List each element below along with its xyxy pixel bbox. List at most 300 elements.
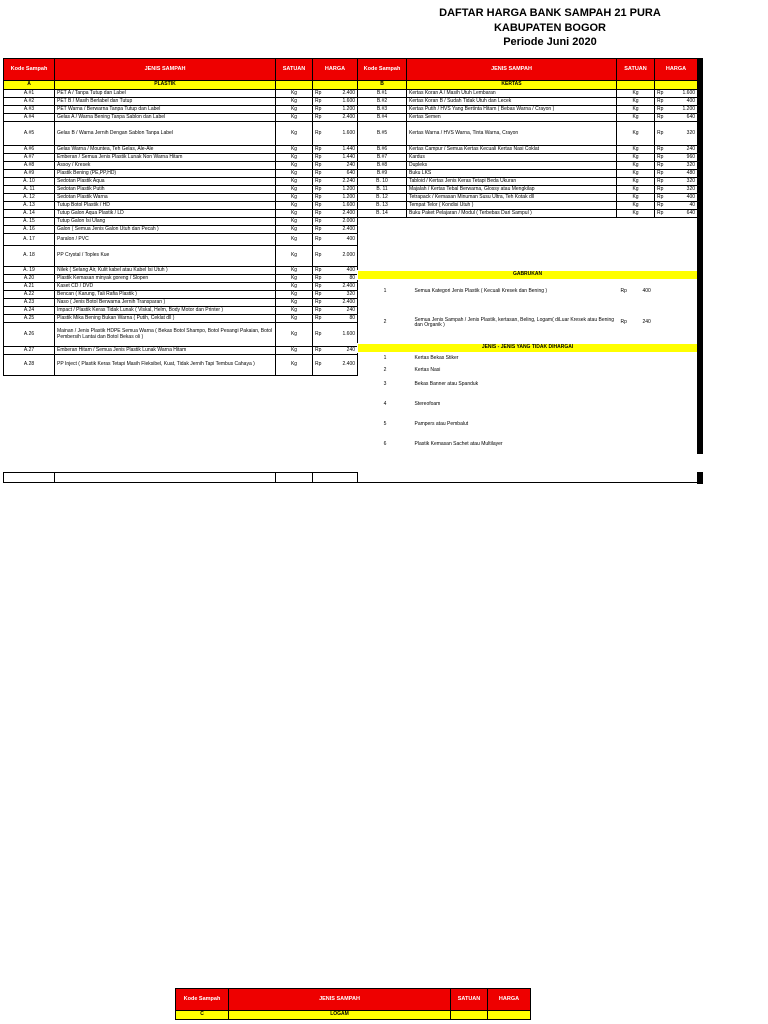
item-name: Galon ( Semua Jenis Galon Utuh dan Pecah )	[55, 226, 276, 234]
item-currency: Rp	[313, 154, 326, 162]
item-price: 2.400	[326, 210, 358, 218]
item-unit: Kg	[276, 154, 313, 162]
item-name: Buku LKS	[407, 170, 617, 178]
item-price: 2.000	[326, 218, 358, 226]
item-name: Kertas Bekas Stiker	[414, 354, 459, 361]
table-row	[358, 106, 698, 114]
table-row	[4, 283, 358, 291]
item-number: 2	[383, 319, 387, 326]
item-code: A. 15	[4, 218, 55, 226]
table-row	[358, 122, 698, 146]
table-row	[4, 323, 358, 347]
item-unit: Kg	[276, 218, 313, 226]
header-satuan: SATUAN	[276, 59, 313, 81]
gabrukan-table	[357, 270, 698, 457]
header-jenis: JENIS SAMPAH	[55, 59, 276, 81]
item-name: Buku Paket Pelajaran / Modul ( Terbebas Dari Sampul )	[407, 210, 617, 218]
logam-price-table	[175, 988, 531, 1020]
item-name: Kaset CD / DVD	[55, 283, 276, 291]
item-price: 240	[326, 347, 358, 355]
table-row	[4, 98, 358, 106]
item-code: A.28	[4, 355, 55, 376]
item-unit: Kg	[276, 307, 313, 315]
item-name: Tabloid / Kertas Jenis Keras Tetapi Beda Ukuran	[407, 178, 617, 186]
item-code: A.25	[4, 315, 55, 323]
category-name: LOGAM	[229, 1011, 451, 1020]
item-currency: Rp	[313, 283, 326, 291]
item-currency: Rp	[655, 98, 667, 106]
item-price: 1.200	[326, 186, 358, 194]
item-price: 400	[326, 234, 358, 246]
item-unit: Kg	[617, 154, 655, 162]
item-unit: Kg	[276, 122, 313, 146]
item-name: Tutup Botol Plastik / HD	[55, 202, 276, 210]
item-name: Kardus	[407, 154, 617, 162]
item-currency: Rp	[655, 114, 667, 122]
document-subtitle: KABUPATEN BOGOR	[493, 22, 607, 34]
item-unit: Kg	[276, 355, 313, 376]
item-price: 400	[667, 194, 698, 202]
item-currency: Rp	[313, 275, 326, 283]
item-unit: Kg	[276, 146, 313, 154]
item-code: A.#2	[4, 98, 55, 106]
table-row	[4, 299, 358, 307]
item-price: 640	[667, 114, 698, 122]
item-price: 1.200	[667, 106, 698, 114]
item-code: A. 11	[4, 186, 55, 194]
header-harga: HARGA	[488, 989, 531, 1011]
item-price: 1.440	[326, 154, 358, 162]
item-currency: Rp	[655, 186, 667, 194]
item-unit: Kg	[276, 170, 313, 178]
item-currency: Rp	[313, 267, 326, 275]
item-number: 5	[383, 420, 387, 427]
list-item	[358, 433, 698, 457]
item-code: A.#8	[4, 162, 55, 170]
table-row	[358, 202, 698, 210]
table-row	[358, 90, 698, 98]
table-row	[4, 355, 358, 376]
header-harga: HARGA	[313, 59, 358, 81]
item-code: A.#3	[4, 106, 55, 114]
item-name: Dupleks	[407, 162, 617, 170]
item-unit: Kg	[276, 234, 313, 246]
list-item	[358, 353, 698, 365]
table-row	[4, 347, 358, 355]
header-harga: HARGA	[655, 59, 698, 81]
item-name: Assoy / Kresek	[55, 162, 276, 170]
item-price: 400	[667, 98, 698, 106]
item-code: A.#4	[4, 114, 55, 122]
item-currency: Rp	[655, 178, 667, 186]
item-code: A. 10	[4, 178, 55, 186]
item-unit: Kg	[276, 246, 313, 267]
item-price: 1.600	[326, 202, 358, 210]
item-name: Plastik Kemasan Sachet atau Multilayer	[414, 440, 503, 447]
item-name: Sedotan Plastik Aqua	[55, 178, 276, 186]
item-unit: Kg	[276, 90, 313, 98]
item-price: 2.400	[326, 355, 358, 376]
table-row	[358, 154, 698, 162]
table-row	[358, 194, 698, 202]
item-code: A. 16	[4, 226, 55, 234]
header-jenis: JENIS SAMPAH	[229, 989, 451, 1011]
item-currency: Rp	[655, 90, 667, 98]
table-row	[4, 291, 358, 299]
table-row	[4, 315, 358, 323]
item-currency: Rp	[313, 186, 326, 194]
table-row	[4, 114, 358, 122]
table-row	[358, 186, 698, 194]
table-row	[4, 218, 358, 226]
item-price: 2.400	[326, 226, 358, 234]
item-name: Gelas B / Warna Jernih Dengan Sablon Tanpa Label	[55, 122, 276, 146]
item-price: 2.400	[326, 90, 358, 98]
item-code: B.#3	[358, 106, 407, 114]
list-item	[358, 417, 698, 433]
document-period: Periode Juni 2020	[503, 36, 597, 48]
tidak-dihargai-title: JENIS - JENIS YANG TIDAK DIHARGAI	[358, 344, 698, 353]
item-currency: Rp	[313, 347, 326, 355]
item-currency: Rp	[313, 122, 326, 146]
item-price: 2.240	[326, 178, 358, 186]
item-currency: Rp	[620, 287, 627, 294]
table-row	[4, 267, 358, 275]
header-kode: Kode Sampah	[358, 59, 407, 81]
item-price: 1.600	[326, 122, 358, 146]
item-name: Pampers atau Pembalut	[414, 420, 469, 427]
item-code: B. 12	[358, 194, 407, 202]
item-unit: Kg	[617, 186, 655, 194]
document-title: DAFTAR HARGA BANK SAMPAH 21 PURA	[439, 7, 661, 19]
table-row	[4, 275, 358, 283]
item-code: A.27	[4, 347, 55, 355]
category-name: KERTAS	[407, 81, 617, 90]
item-price: 2.400	[326, 114, 358, 122]
item-unit: Kg	[617, 114, 655, 122]
list-item	[358, 365, 698, 377]
item-name: Tutup Galon Aqua Plastik / LD	[55, 210, 276, 218]
item-number: 2	[383, 366, 387, 373]
item-currency: Rp	[313, 218, 326, 226]
item-currency: Rp	[655, 162, 667, 170]
item-code: B.#7	[358, 154, 407, 162]
list-item	[358, 377, 698, 393]
item-name: Gelas A / Warna Bening Tanpa Sablon dan Label	[55, 114, 276, 122]
item-code: A. 18	[4, 246, 55, 267]
table-row	[358, 146, 698, 154]
item-unit: Kg	[617, 194, 655, 202]
item-code: A.22	[4, 291, 55, 299]
item-name: Impact / Plastik Keras Tidak Lunak ( Viskal, Helm, Body Motor dan Printer )	[55, 307, 276, 315]
item-price: 240	[326, 307, 358, 315]
item-unit: Kg	[617, 178, 655, 186]
item-unit: Kg	[276, 267, 313, 275]
table-row	[4, 307, 358, 315]
item-price: 240	[667, 146, 698, 154]
item-price: 240	[326, 162, 358, 170]
item-code: B.#5	[358, 122, 407, 146]
item-currency: Rp	[655, 146, 667, 154]
item-currency: Rp	[313, 114, 326, 122]
footer-line	[357, 482, 697, 483]
item-code: A. 19	[4, 267, 55, 275]
item-number: 4	[383, 400, 387, 407]
item-unit: Kg	[276, 194, 313, 202]
item-price: 400	[326, 267, 358, 275]
item-name: Semua Jenis Sampah / Jenis Plastik, kertasan, Beling, Logam( diLuar Kresek atau Bening dan Organik )	[414, 316, 615, 329]
item-price: 80	[326, 275, 358, 283]
item-number: 3	[383, 380, 387, 387]
item-code: A.#9	[4, 170, 55, 178]
item-name: Gelas Warna / Mountea, Teh Gelas, Ale-Ale	[55, 146, 276, 154]
plastik-price-table	[3, 58, 358, 376]
item-currency: Rp	[620, 319, 627, 326]
item-unit: Kg	[276, 186, 313, 194]
item-price: 1.440	[326, 146, 358, 154]
table-row	[4, 186, 358, 194]
item-price: 240	[642, 319, 651, 326]
item-name: Tempat Telor ( Kondisi Utuh )	[407, 202, 617, 210]
list-item	[358, 304, 698, 344]
item-code: A.23	[4, 299, 55, 307]
table-row	[4, 178, 358, 186]
item-unit: Kg	[276, 114, 313, 122]
table-row	[4, 146, 358, 154]
item-name: Sedotan Plastik Putih	[55, 186, 276, 194]
item-price: 1.200	[326, 194, 358, 202]
item-name: PET Warna / Berwarna Tanpa Tutup dan Label	[55, 106, 276, 114]
item-name: Emberan / Semua Jenis Plastik Lunak Non Warna Hitam	[55, 154, 276, 162]
header-kode: Kode Sampah	[176, 989, 229, 1011]
item-code: B.#4	[358, 114, 407, 122]
item-code: B. 11	[358, 186, 407, 194]
item-unit: Kg	[276, 178, 313, 186]
table-row	[4, 162, 358, 170]
item-price: 320	[667, 186, 698, 194]
item-number: 6	[383, 440, 387, 447]
list-item	[358, 280, 698, 304]
item-currency: Rp	[655, 106, 667, 114]
item-price: 1.600	[326, 323, 358, 347]
table-row	[4, 122, 358, 146]
item-unit: Kg	[276, 323, 313, 347]
item-unit: Kg	[276, 226, 313, 234]
item-currency: Rp	[655, 122, 667, 146]
item-code: A. 12	[4, 194, 55, 202]
item-currency: Rp	[313, 146, 326, 154]
table-row	[358, 114, 698, 122]
item-unit: Kg	[276, 98, 313, 106]
item-unit: Kg	[276, 210, 313, 218]
item-unit: Kg	[617, 106, 655, 114]
item-currency: Rp	[655, 170, 667, 178]
header-satuan: SATUAN	[451, 989, 488, 1011]
item-name: PP Crystal / Toples Kue	[55, 246, 276, 267]
item-name: Semua Kategori Jenis Plastik ( Kecuali Kresek dan Bening )	[414, 287, 548, 294]
item-currency: Rp	[313, 210, 326, 218]
item-code: B.#8	[358, 162, 407, 170]
item-code: B.#9	[358, 170, 407, 178]
item-price: 400	[642, 287, 651, 294]
item-name: Kertas Nasi	[414, 366, 441, 373]
item-price: 320	[667, 178, 698, 186]
table-row	[358, 162, 698, 170]
header-kode: Kode Sampah	[4, 59, 55, 81]
item-code: B. 13	[358, 202, 407, 210]
item-currency: Rp	[313, 323, 326, 347]
item-currency: Rp	[313, 246, 326, 267]
table-row	[358, 210, 698, 218]
item-name: Plastik Bening (PE,PP,HD)	[55, 170, 276, 178]
item-unit: Kg	[276, 283, 313, 291]
item-currency: Rp	[313, 162, 326, 170]
header-jenis: JENIS SAMPAH	[407, 59, 617, 81]
item-currency: Rp	[313, 234, 326, 246]
item-price: 2.400	[326, 283, 358, 291]
item-code: A. 13	[4, 202, 55, 210]
item-name: PP Inject ( Plastik Keras Tetapi Masih Fleksibel, Kuat, Tidak Jernih Tapi Tembus Cahaya )	[55, 355, 276, 376]
item-unit: Kg	[276, 291, 313, 299]
item-name: Tutup Galon Isi Ulang	[55, 218, 276, 226]
item-currency: Rp	[313, 299, 326, 307]
footer-bar	[697, 472, 703, 484]
list-item	[358, 393, 698, 417]
item-currency: Rp	[655, 154, 667, 162]
header-satuan: SATUAN	[617, 59, 655, 81]
item-price: 2.400	[326, 299, 358, 307]
item-code: A.21	[4, 283, 55, 291]
item-currency: Rp	[313, 202, 326, 210]
item-name: Naso ( Jenis Botol Berwarna Jernih Transparan )	[55, 299, 276, 307]
item-number: 1	[383, 354, 387, 361]
table-row	[4, 90, 358, 98]
item-code: A.#5	[4, 122, 55, 146]
item-currency: Rp	[313, 106, 326, 114]
item-unit: Kg	[276, 202, 313, 210]
item-price: 320	[667, 162, 698, 170]
item-unit: Kg	[617, 146, 655, 154]
category-code: C	[176, 1011, 229, 1020]
item-name: Kertas Putih / HVS Yang Bertinta Hitam ( Bebas Warna / Crayon )	[407, 106, 617, 114]
item-name: Plastik Mika Bening Bukan Warna ( Putih, Ceklat dll )	[55, 315, 276, 323]
item-unit: Kg	[617, 170, 655, 178]
table-row	[358, 170, 698, 178]
table-row	[4, 106, 358, 114]
table-row	[358, 178, 698, 186]
item-currency: Rp	[313, 178, 326, 186]
category-code: B	[358, 81, 407, 90]
category-code: A	[4, 81, 55, 90]
item-unit: Kg	[276, 347, 313, 355]
item-name: Nilek ( Selang Air, Kulit kabel atau Kabel Isi Utuh )	[55, 267, 276, 275]
item-unit: Kg	[276, 299, 313, 307]
gabrukan-title: GABRUKAN	[358, 271, 698, 280]
kertas-price-table	[357, 58, 698, 218]
item-code: B. 10	[358, 178, 407, 186]
item-name: Kertas Koran B / Sudah Tidak Utuh dan Lecek	[407, 98, 617, 106]
item-price: 1.200	[326, 106, 358, 114]
item-currency: Rp	[313, 194, 326, 202]
item-unit: Kg	[276, 275, 313, 283]
table-row	[4, 226, 358, 234]
table-row	[358, 98, 698, 106]
item-unit: Kg	[617, 122, 655, 146]
item-currency: Rp	[655, 202, 667, 210]
item-name: Plastik Kemasan minyak goreng / Slopen	[55, 275, 276, 283]
item-currency: Rp	[313, 307, 326, 315]
table-row	[4, 170, 358, 178]
item-currency: Rp	[313, 291, 326, 299]
table-row	[4, 194, 358, 202]
footer-empty-row	[3, 472, 358, 483]
item-name: PET B / Masih Berlabel dan Tutup	[55, 98, 276, 106]
item-price: 1.600	[667, 90, 698, 98]
item-currency: Rp	[313, 226, 326, 234]
table-row	[4, 234, 358, 246]
item-unit: Kg	[617, 162, 655, 170]
table-row	[4, 210, 358, 218]
item-price: 320	[326, 291, 358, 299]
item-price: 320	[667, 122, 698, 146]
item-currency: Rp	[313, 355, 326, 376]
item-currency: Rp	[313, 90, 326, 98]
item-unit: Kg	[276, 106, 313, 114]
item-name: Kertas Semen	[407, 114, 617, 122]
item-name: Majalah / Kertas Tebal Berwarna, Glossy atau Mengkilap	[407, 186, 617, 194]
item-price: 480	[667, 170, 698, 178]
item-name: Kertas Koran A / Masih Utuh Lembaran	[407, 90, 617, 98]
item-code: B.#6	[358, 146, 407, 154]
item-name: Tetrapack / Kemasan Minuman Susu Ultra, Teh Kotak dll	[407, 194, 617, 202]
item-name: Emberan Hitam / Semua Jenis Plastik Lunak Warna Hitam	[55, 347, 276, 355]
item-name: Kertas Warna / HVS Warna, Tinta Warna, Crayon	[407, 122, 617, 146]
item-name: Sedotan Plastik Warna	[55, 194, 276, 202]
item-unit: Kg	[276, 315, 313, 323]
item-currency: Rp	[313, 170, 326, 178]
item-currency: Rp	[655, 210, 667, 218]
item-unit: Kg	[617, 98, 655, 106]
item-name: Kertas Campur / Semua Kertas Kecuali Kertas Nasi Coklat	[407, 146, 617, 154]
item-code: B.#2	[358, 98, 407, 106]
item-price: 960	[667, 154, 698, 162]
item-unit: Kg	[617, 90, 655, 98]
right-border-bar	[697, 58, 703, 454]
item-name: Paralon / PVC	[55, 234, 276, 246]
table-row	[4, 246, 358, 267]
item-code: B. 14	[358, 210, 407, 218]
item-currency: Rp	[313, 98, 326, 106]
item-unit: Kg	[617, 210, 655, 218]
item-code: A.24	[4, 307, 55, 315]
table-row	[4, 202, 358, 210]
item-code: B.#1	[358, 90, 407, 98]
item-code: A.#6	[4, 146, 55, 154]
item-price: 640	[326, 170, 358, 178]
category-name: PLASTIK	[55, 81, 276, 90]
item-name: Mainan / Jenis Plastik HDPE Semua Warna ( Bekas Botol Shampo, Botol Pesangi Pakaian, Botol Pembersih Lantai dan Botol Bekas oli )	[55, 323, 276, 347]
item-code: A.26	[4, 323, 55, 347]
item-price: 640	[667, 210, 698, 218]
item-unit: Kg	[276, 162, 313, 170]
item-price: 40	[667, 202, 698, 210]
item-number: 1	[383, 287, 387, 294]
item-currency: Rp	[313, 315, 326, 323]
item-name: Stereofoam	[414, 400, 441, 407]
item-currency: Rp	[655, 194, 667, 202]
item-unit: Kg	[617, 202, 655, 210]
item-name: Bencan ( Karung, Tali Rafia Plastik )	[55, 291, 276, 299]
